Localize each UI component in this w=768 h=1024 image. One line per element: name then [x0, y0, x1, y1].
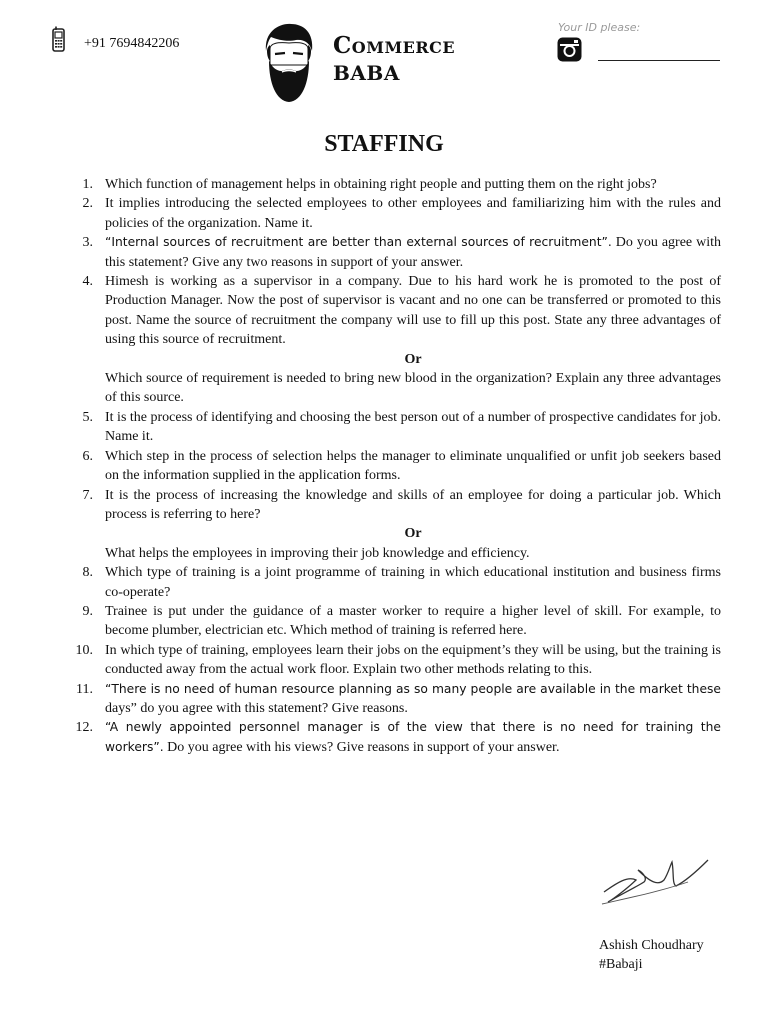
- question-number: 9.: [82, 603, 93, 619]
- or-separator: Or: [404, 351, 422, 367]
- author-name: Ashish Choudhary: [599, 938, 704, 953]
- question-text-wrap: [105, 680, 721, 719]
- question-item: [63, 641, 721, 680]
- question-text: Which step in the process of selection helps the manager to eliminate unqualified or unfit job seekers based on the information supplied in the application forms.: [105, 448, 721, 484]
- question-text: days” do you agree with this statement? Give reasons.: [105, 700, 408, 716]
- question-text: Do you agree with his views? Give reasons in support of your answer.: [163, 739, 560, 755]
- page-title: STAFFING: [324, 131, 444, 157]
- question-number: 1.: [82, 177, 93, 192]
- question-text: Which function of management helps in obtaining right people and putting them on the right jobs?: [105, 177, 657, 192]
- question-list: [63, 175, 721, 757]
- question-item: [63, 718, 721, 757]
- question-item: [63, 194, 721, 233]
- question-text: It is the process of identifying and choosing the best person out of a number of prospective candidates for job. Name it.: [105, 409, 721, 445]
- question-text-wrap: [105, 718, 721, 757]
- question-text: It is the process of increasing the knowledge and skills of an employee for doing a particular job. Which process is referring to here?: [105, 487, 721, 522]
- question-number: 7.: [82, 487, 93, 503]
- question-number: 10.: [75, 642, 93, 658]
- question-text: Trainee is put under the guidance of a master worker to require a higher level of skill. For example, to become plumber, electrician etc. Which method of training is referred here.: [105, 603, 721, 639]
- or-separator: Or: [404, 526, 422, 542]
- question-text: Do you agree with this statement? Give any two reasons in support of your answer.: [105, 235, 721, 270]
- question-number: 4.: [82, 274, 93, 290]
- question-number: 5.: [82, 409, 93, 425]
- question-item: [63, 272, 721, 350]
- question-text: Which type of training is a joint programme of training in which educational institution and business firms co-operate?: [105, 565, 721, 600]
- instagram-icon: [557, 37, 582, 62]
- question-item: [63, 486, 721, 525]
- brand-name: Commerce: [333, 32, 456, 59]
- question-number: 6.: [82, 448, 93, 464]
- question-item: [63, 563, 721, 602]
- question-item: [63, 175, 721, 194]
- question-item: [63, 408, 721, 447]
- question-quote: “There is no need of human resource planning as so many people are available in the market these: [105, 681, 721, 696]
- question-text: In which type of training, employees learn their jobs on the equipment’s they will be using, but the training is conducted away from the actual work floor. Explain two other methods relating to this.: [105, 642, 721, 678]
- id-prompt: Your ID please:: [558, 21, 641, 34]
- question-item: [63, 602, 721, 641]
- question-item: [63, 233, 721, 272]
- phone-number: +91 7694842206: [84, 36, 180, 51]
- signature: [598, 852, 716, 916]
- alternate-question: What helps the employees in improving their job knowledge and efficiency.: [105, 545, 530, 561]
- question-item: [63, 680, 721, 719]
- question-text-wrap: [105, 233, 721, 272]
- author-tag: #Babaji: [599, 957, 643, 972]
- mobile-phone-icon: [50, 26, 66, 52]
- bearded-man-logo: [258, 21, 320, 103]
- alternate-question: Which source of requirement is needed to bring new blood in the organization? Explain any three advantages of this source.: [105, 371, 721, 406]
- question-quote: “A newly appointed personnel manager is of the view that there is no need for training the workers”.: [105, 720, 721, 754]
- question-number: 12.: [75, 720, 93, 736]
- question-number: 3.: [82, 235, 93, 251]
- question-number: 2.: [82, 196, 93, 212]
- question-item: [63, 447, 721, 486]
- id-input-line[interactable]: [598, 60, 720, 61]
- question-number: 8.: [82, 565, 93, 581]
- question-text: Himesh is working as a supervisor in a company. Due to his hard work he is promoted to the post of Production Manager. Now the post of supervisor is vacant and no one can be transferred or promoted to this post. Name the source of recruitment the company will use to fill up this post. State any three advantages of using this source of recruitment.: [105, 274, 721, 348]
- question-number: 11.: [76, 681, 93, 697]
- question-text: It implies introducing the selected employees to other employees and familiarizing him with the rules and policies of the organization. Name it.: [105, 196, 721, 231]
- question-quote: “Internal sources of recruitment are better than external sources of recruitment”.: [105, 235, 612, 250]
- brand-subname: BABA: [333, 61, 400, 85]
